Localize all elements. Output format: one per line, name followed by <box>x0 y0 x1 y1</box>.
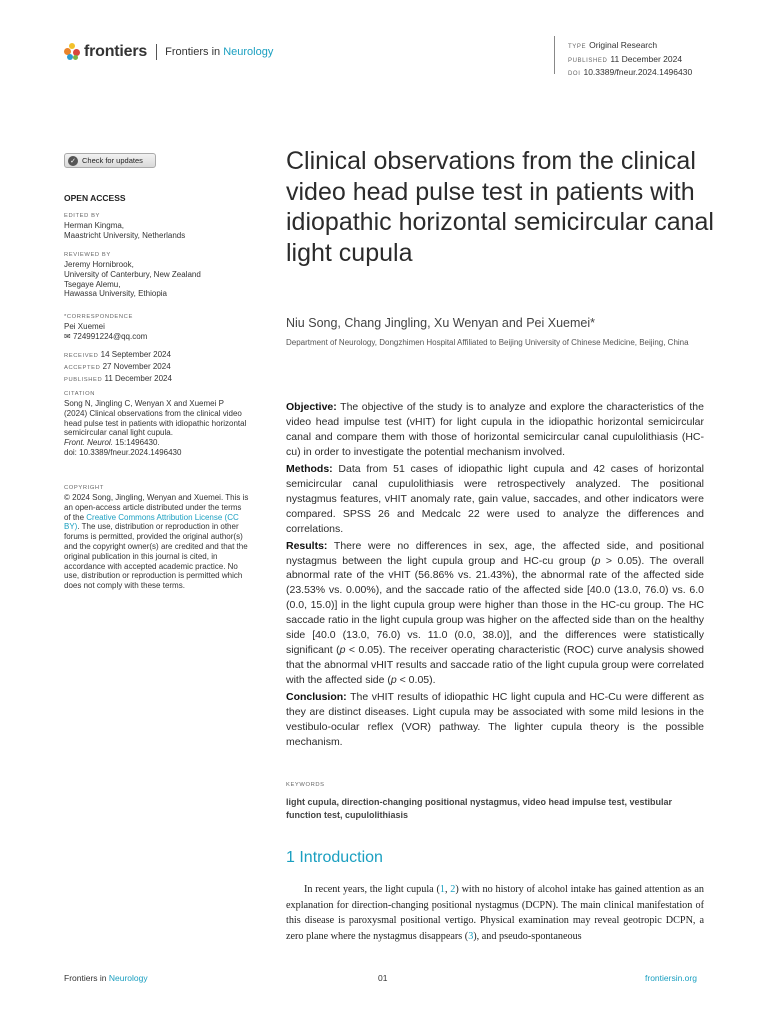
abstract-methods: Methods: Data from 51 cases of idiopathic light cupula and 42 cases of horizontal semicircular canal cupulolithiasis were retrospectively analyzed. The positional nystagmus features, vHIT anomaly rate, gain value, saccades, and other indicators were compared. SPSS 26 and Medcalc 22 were used to analyze the differences and correlations. <box>286 462 704 535</box>
brand-name: frontiers <box>84 43 148 60</box>
reference-link[interactable]: 1 <box>439 884 445 895</box>
keywords: light cupula, direction-changing positional nystagmus, video head impulse test, vestibular function test, cupulolithiasis <box>286 797 673 820</box>
footer-journal: Frontiers in Neurology <box>64 973 148 983</box>
affiliation: Department of Neurology, Dongzhimen Hospital Affiliated to Beijing University of Chinese Medicine, Beijing, China <box>286 338 689 347</box>
keywords-heading: KEYWORDS <box>286 782 325 788</box>
reviewed-by-block: REVIEWED BY Jeremy Hornibrook, University of Canterbury, New Zealand Tsegaye Alemu, Hawassa University, Ethiopia <box>64 252 201 299</box>
check-for-updates-label: Check for updates <box>82 156 143 165</box>
frontiers-logo-icon <box>64 43 80 61</box>
open-access-label: OPEN ACCESS <box>64 193 126 203</box>
citation-block: CITATION Song N, Jingling C, Wenyan X and Xuemei P (2024) Clinical observations from the clinical video head pulse test in patients with idiopathic horizontal semicircular canal light cupula. Front. Neurol. 15:1496430. doi: 10.3389/fneur.2024.1496430 <box>64 391 247 457</box>
edited-by-block: EDITED BY Herman Kingma, Maastricht University, Netherlands <box>64 213 186 240</box>
author-list: Niu Song, Chang Jingling, Xu Wenyan and Pei Xuemei* <box>286 316 595 330</box>
abstract <box>286 400 704 752</box>
meta-type: TYPE Original Research <box>568 40 658 50</box>
article-meta <box>568 40 692 81</box>
logo-divider <box>156 44 157 60</box>
reference-link[interactable]: 2 <box>450 884 456 895</box>
meta-divider <box>554 36 555 74</box>
introduction-text: In recent years, the light cupula (1, 2) with no history of alcohol intake has gained attention as an explanation for direction-changing positional nystagmus (DCPN). The main clinical manifestation of this disease is paroxysmal positional vertigo. Physical examination may reveal geotropic DCPN, a zero plane where the nystagmus disappears (3), and pseudo-spontaneous <box>286 884 704 942</box>
correspondence-block: *CORRESPONDENCE Pei Xuemei ✉ 724991224@qq.com <box>64 313 249 342</box>
page-number: 01 <box>378 973 388 983</box>
update-icon: ✓ <box>68 156 78 166</box>
footer-site-link[interactable]: frontiersin.org <box>645 973 697 983</box>
journal-name: Frontiers in Neurology <box>165 46 274 58</box>
meta-doi: DOI 10.3389/fneur.2024.1496430 <box>568 67 693 77</box>
copyright-block: COPYRIGHT © 2024 Song, Jingling, Wenyan and Xuemei. This is an open-access article distributed under the terms of the Creative Commons Attribution License (CC BY). The use, distribution or reproduction in other forums is permitted, provided the original author(s) and the copyright owner(s) are credited and that the original publication in this journal is cited, in accordance with accepted academic practice. No use, distribution or reproduction is permitted which does not comply with these terms. <box>64 485 249 591</box>
reference-link[interactable]: 3 <box>468 930 474 942</box>
abstract-results: Results: There were no differences in sex, age, the affected side, and positional nystagmus between the light cupula group and HC-cu group (p > 0.05). The overall abnormal rate of the vHIT (56.86% vs. 21.43%), the abnormal rate of the affected side (23.53% vs. 0.00%), and the saccade ratio of the affected side [40.0 (13.0, 76.0) vs. 6.0 (0.0, 15.0)] in the light cupula group were higher than those in the HC-cu group. The HC saccade ratio in the light cupula group was higher on the affected side than on the healthy side [40.0 (13.0, 76.0) vs. 11.0 (0.0, 38.0)], and the differences were statistically significant (p < 0.05). The receiver operating characteristic (ROC) curve analysis showed that the abnormal vHIT results and saccade ratio of the light cupula group were correlated with the affected side (p < 0.05). <box>286 539 704 687</box>
email-link[interactable]: ✉ 724991224@qq.com <box>64 331 148 341</box>
cc-license-link[interactable]: Creative Commons Attribution License (CC BY) <box>64 512 239 532</box>
abstract-conclusion: Conclusion: The vHIT results of idiopathic HC light cupula and HC-Cu were different as they are distinct diseases. Light cupula may be associated with some mild lesions in the vestibulo-ocular reflex (VOR) pathway. The lighter cupula theory is the possible mechanism. <box>286 691 704 748</box>
check-for-updates-button[interactable] <box>64 153 156 168</box>
article-title: Clinical observations from the clinical video head pulse test in patients with idiopathic horizontal semicircular canal light cupula <box>286 147 714 267</box>
meta-published: PUBLISHED 11 December 2024 <box>568 53 683 64</box>
dates-block: RECEIVED 14 September 2024 ACCEPTED 27 November 2024 PUBLISHED 11 December 2024 <box>64 350 172 383</box>
section-heading: 1 Introduction <box>286 849 383 866</box>
frontiers-logo[interactable] <box>64 42 273 62</box>
abstract-objective: Objective: The objective of the study is to analyze and explore the characteristics of the video head impulse test (vHIT) for light cupula in the idiopathic horizontal semicircular canal and compare them with those of horizontal semicircular canal cupulolithiasis (HC-cu) in order to investigate the potential mechanism involved. <box>286 401 704 458</box>
envelope-icon: ✉ <box>64 331 71 341</box>
